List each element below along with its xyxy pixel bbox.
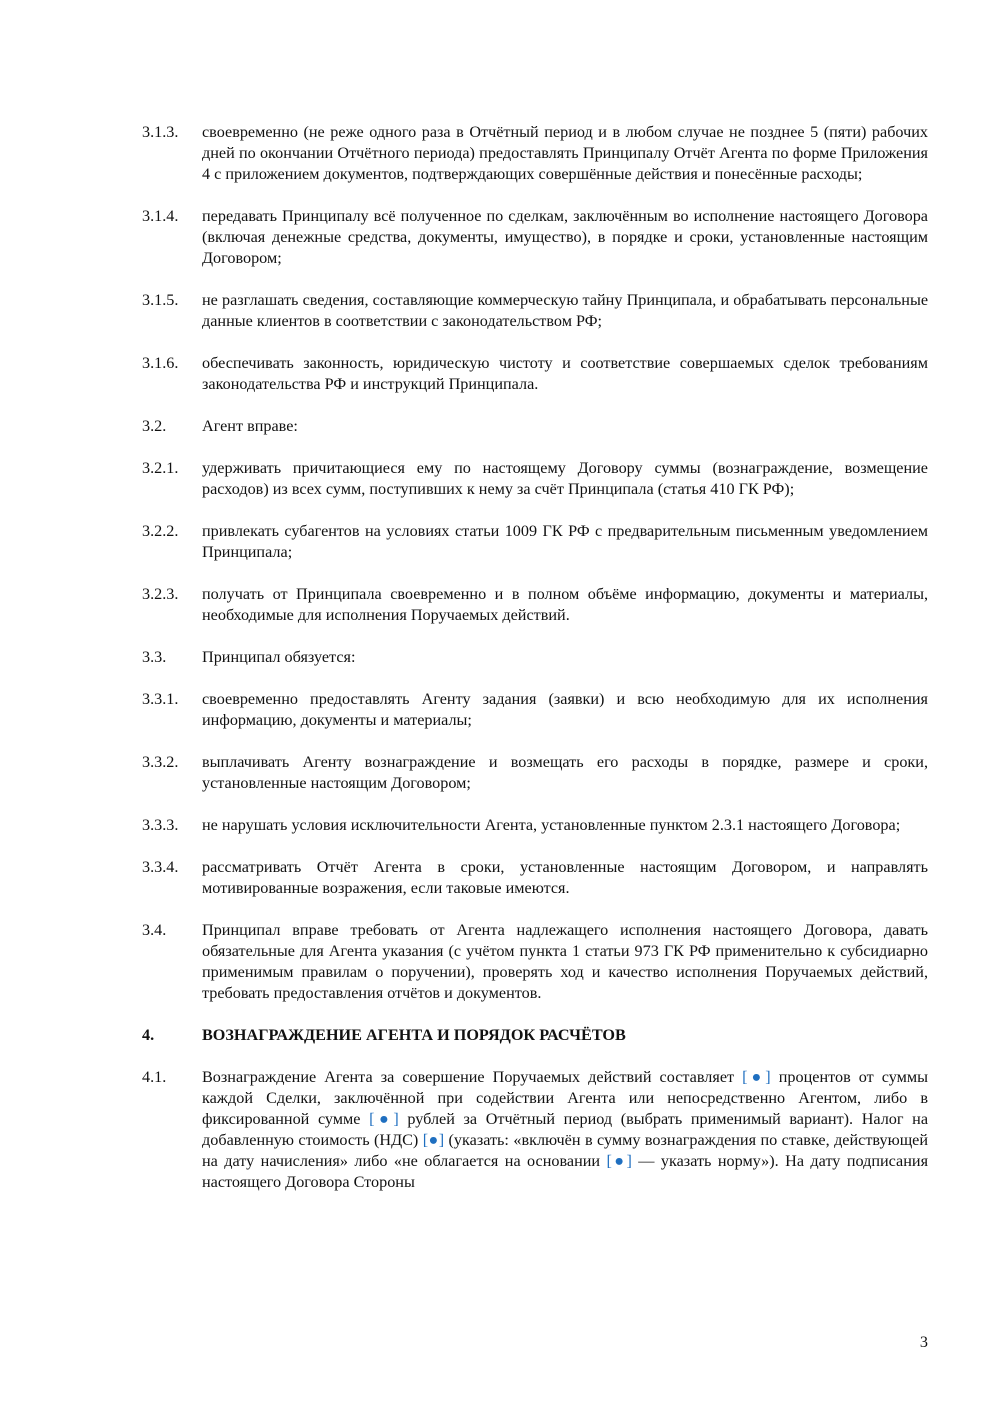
clause-number: 4.1. xyxy=(142,1068,167,1086)
clause-number: 3.1.5. xyxy=(142,291,179,309)
clause-text: своевременно (не реже одного раза в Отчётный период и в любом случае не позднее 5 (пяти) рабочих дней по окончании Отчётного периода) предоставлять Принципалу Отчёт Агента по форме Приложения 4 с приложением документов, подтверждающих совершённые действия и понесённые расходы; xyxy=(202,123,928,183)
placeholder-marker: [●] xyxy=(742,1068,771,1086)
clause-number: 3.3.2. xyxy=(142,753,179,771)
clause-number: 3.2.3. xyxy=(142,585,179,603)
clause-3-3-2 xyxy=(142,752,928,794)
placeholder-marker: [●] xyxy=(369,1110,399,1128)
clause-text-part: рублей за Отчётный период (выбрать применимый вариант). Налог на добавленную стоимость (НДС) xyxy=(202,1110,928,1149)
clause-text: удерживать причитающиеся ему по настоящему Договору суммы (вознаграждение, возмещение расходов) из всех сумм, поступивших к нему за счёт Принципала (статья 410 ГК РФ); xyxy=(202,459,928,498)
clause-number: 3.2.1. xyxy=(142,459,179,477)
clause-3-2-1 xyxy=(142,458,928,500)
clause-text-part: Вознаграждение Агента за совершение Поручаемых действий составляет xyxy=(202,1068,743,1086)
clause-3-2 xyxy=(142,416,928,437)
clause-number: 3.4. xyxy=(142,921,167,939)
section-heading-4 xyxy=(142,1025,928,1046)
clause-text: рассматривать Отчёт Агента в сроки, установленные настоящим Договором, и направлять мотивированные возражения, если таковые имеются. xyxy=(202,858,928,897)
clause-text: Агент вправе: xyxy=(202,417,298,435)
clause-text: Принципал вправе требовать от Агента надлежащего исполнения настоящего Договора, давать обязательные для Агента указания (с учётом пункта 1 статьи 973 ГК РФ применительно к субсидиарно применимым правилам о поручении), проверять ход и качество исполнения Поручаемых действий, требовать предоставления отчётов и документов. xyxy=(202,921,928,1002)
clause-text-part: (указать: «включён в сумму вознаграждения по ставке, действующей на дату начисления» либо «не облагается на основании xyxy=(202,1131,929,1170)
placeholder-marker: [●] xyxy=(422,1131,445,1149)
clause-text: привлекать субагентов на условиях статьи 1009 ГК РФ с предварительным письменным уведомлением Принципала; xyxy=(202,522,928,561)
clause-3-3 xyxy=(142,647,928,668)
clause-number: 3.1.3. xyxy=(142,123,179,141)
clause-text: обеспечивать законность, юридическую чистоту и соответствие совершаемых сделок требованиям законодательства РФ и инструкций Принципала. xyxy=(202,354,928,393)
clause-text: получать от Принципала своевременно и в полном объёме информацию, документы и материалы, необходимые для исполнения Поручаемых действий. xyxy=(202,585,928,624)
clause-text: выплачивать Агенту вознаграждение и возмещать его расходы в порядке, размере и сроки, установленные настоящим Договором; xyxy=(202,753,928,792)
clause-text: своевременно предоставлять Агенту задания (заявки) и всю необходимую для их исполнения информацию, документы и материалы; xyxy=(202,690,928,729)
page-number: 3 xyxy=(919,1333,928,1351)
clause-text: не нарушать условия исключительности Агента, установленные пунктом 2.3.1 настоящего Договора; xyxy=(202,816,901,834)
clause-3-2-2 xyxy=(142,521,928,563)
clause-3-1-5 xyxy=(142,290,928,332)
clause-list xyxy=(142,122,928,1193)
clause-number: 3.1.6. xyxy=(142,354,179,372)
clause-number: 3.2.2. xyxy=(142,522,179,540)
clause-text-part: процентов от суммы каждой Сделки, заключённой при содействии Агента или непосредственно Агентом, либо в фиксированной сумме xyxy=(202,1068,928,1128)
clause-number: 3.3.3. xyxy=(142,816,179,834)
clause-text: не разглашать сведения, составляющие коммерческую тайну Принципала, и обрабатывать персональные данные клиентов в соответствии с законодательством РФ; xyxy=(202,291,928,330)
clause-3-1-4 xyxy=(142,206,928,269)
section-number: 4. xyxy=(142,1026,155,1044)
clause-text-part: — указать норму»). На дату подписания настоящего Договора Стороны xyxy=(202,1152,929,1191)
clause-text xyxy=(202,1067,928,1193)
clause-number: 3.2. xyxy=(142,417,167,435)
clause-text: Принципал обязуется: xyxy=(202,648,356,666)
clause-3-3-4 xyxy=(142,857,928,899)
clause-3-3-1 xyxy=(142,689,928,731)
clause-3-1-3 xyxy=(142,122,928,185)
clause-text: передавать Принципалу всё полученное по сделкам, заключённым во исполнение настоящего Договора (включая денежные средства, документы, имущество), в порядке и сроки, установленные настоящим Договором; xyxy=(202,207,928,267)
clause-number: 3.1.4. xyxy=(142,207,179,225)
clause-number: 3.3.4. xyxy=(142,858,179,876)
clause-3-1-6 xyxy=(142,353,928,395)
clause-4-1 xyxy=(142,1067,928,1193)
clause-3-3-3 xyxy=(142,815,928,836)
clause-3-4 xyxy=(142,920,928,1004)
clause-3-2-3 xyxy=(142,584,928,626)
clause-number: 3.3.1. xyxy=(142,690,179,708)
placeholder-marker: [●] xyxy=(606,1152,632,1170)
section-title: ВОЗНАГРАЖДЕНИЕ АГЕНТА И ПОРЯДОК РАСЧЁТОВ xyxy=(202,1026,626,1044)
clause-number: 3.3. xyxy=(142,648,167,666)
